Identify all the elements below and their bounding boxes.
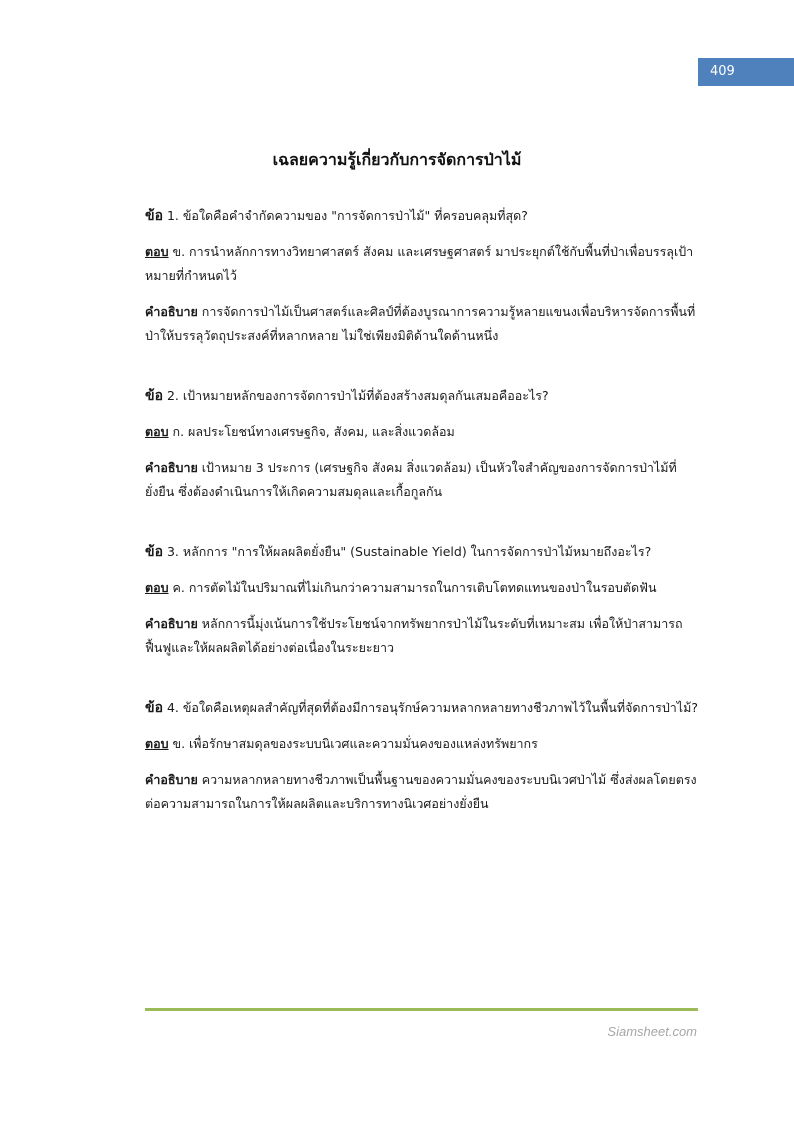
question-number: 3. bbox=[166, 544, 179, 559]
page-number-badge bbox=[698, 58, 794, 86]
answer-text: ข. เพื่อรักษาสมดุลของระบบนิเวศและความมั่นคงของแหล่งทรัพยากร bbox=[172, 736, 538, 751]
answer-label: ตอบ bbox=[145, 244, 169, 259]
question-block-4 bbox=[145, 696, 700, 816]
answer-line bbox=[145, 240, 700, 288]
question-text: หลักการ "การให้ผลผลิตยั่งยืน" (Sustainable Yield) ในการจัดการป่าไม้หมายถึงอะไร? bbox=[182, 544, 652, 559]
question-block-3 bbox=[145, 540, 700, 660]
explanation-label: คำอธิบาย bbox=[145, 772, 198, 787]
question-number: 1. bbox=[166, 208, 179, 223]
explanation-label: คำอธิบาย bbox=[145, 460, 198, 475]
answer-line bbox=[145, 420, 700, 444]
footer-divider bbox=[145, 1008, 698, 1011]
question-text: ข้อใดคือเหตุผลสำคัญที่สุดที่ต้องมีการอนุรักษ์ความหลากหลายทางชีวภาพไว้ในพื้นที่จัดการป่าไม้? bbox=[182, 700, 698, 715]
question-label: ข้อ bbox=[145, 700, 163, 716]
question-block-2 bbox=[145, 384, 700, 504]
explanation-text: การจัดการป่าไม้เป็นศาสตร์และศิลป์ที่ต้องบูรณาการความรู้หลายแขนงเพื่อบริหารจัดการพื้นที่ป่าให้บรรลุวัตถุประสงค์ที่หลากหลาย ไม่ใช่เพียงมิติด้านใดด้านหนึ่ง bbox=[145, 304, 696, 343]
page-title: เฉลยความรู้เกี่ยวกับการจัดการป่าไม้ bbox=[272, 150, 522, 169]
explanation-text: หลักการนี้มุ่งเน้นการใช้ประโยชน์จากทรัพยากรป่าไม้ในระดับที่เหมาะสม เพื่อให้ป่าสามารถฟื้นฟูและให้ผลผลิตได้อย่างต่อเนื่องในระยะยาว bbox=[145, 616, 683, 655]
explanation-line bbox=[145, 768, 700, 816]
question-line bbox=[145, 540, 700, 564]
question-label: ข้อ bbox=[145, 544, 163, 560]
question-number: 2. bbox=[166, 388, 179, 403]
question-number: 4. bbox=[166, 700, 179, 715]
answer-text: ข. การนำหลักการทางวิทยาศาสตร์ สังคม และเศรษฐศาสตร์ มาประยุกต์ใช้กับพื้นที่ป่าเพื่อบรรลุเป้าหมายที่กำหนดไว้ bbox=[145, 244, 694, 283]
answer-line bbox=[145, 732, 700, 756]
explanation-line bbox=[145, 612, 700, 660]
question-label: ข้อ bbox=[145, 208, 163, 224]
question-text: เป้าหมายหลักของการจัดการป่าไม้ที่ต้องสร้างสมดุลกันเสมอคืออะไร? bbox=[182, 388, 549, 403]
explanation-label: คำอธิบาย bbox=[145, 304, 198, 319]
answer-label: ตอบ bbox=[145, 736, 169, 751]
explanation-text: ความหลากหลายทางชีวภาพเป็นพื้นฐานของความมั่นคงของระบบนิเวศป่าไม้ ซึ่งส่งผลโดยตรงต่อความสามารถในการให้ผลผลิตและบริการทางนิเวศอย่างยั่งยืน bbox=[145, 772, 697, 811]
question-line bbox=[145, 384, 700, 408]
answer-line bbox=[145, 576, 700, 600]
explanation-text: เป้าหมาย 3 ประการ (เศรษฐกิจ สังคม สิ่งแวดล้อม) เป็นหัวใจสำคัญของการจัดการป่าไม้ที่ยั่งยืน ซึ่งต้องดำเนินการให้เกิดความสมดุลและเกื้อกูลกัน bbox=[145, 460, 677, 499]
question-line bbox=[145, 204, 700, 228]
qa-content bbox=[145, 204, 700, 852]
explanation-line bbox=[145, 456, 700, 504]
answer-label: ตอบ bbox=[145, 580, 169, 595]
answer-label: ตอบ bbox=[145, 424, 169, 439]
explanation-label: คำอธิบาย bbox=[145, 616, 198, 631]
question-label: ข้อ bbox=[145, 388, 163, 404]
question-block-1 bbox=[145, 204, 700, 348]
page-number: 409 bbox=[710, 64, 735, 79]
explanation-line bbox=[145, 300, 700, 348]
question-text: ข้อใดคือคำจำกัดความของ "การจัดการป่าไม้" ที่ครอบคลุมที่สุด? bbox=[182, 208, 528, 223]
answer-text: ค. การตัดไม้ในปริมาณที่ไม่เกินกว่าความสามารถในการเติบโตทดแทนของป่าในรอบตัดฟัน bbox=[172, 580, 657, 595]
footer-brand: Siamsheet.com bbox=[607, 1024, 697, 1039]
question-line bbox=[145, 696, 700, 720]
answer-text: ก. ผลประโยชน์ทางเศรษฐกิจ, สังคม, และสิ่งแวดล้อม bbox=[172, 424, 455, 439]
